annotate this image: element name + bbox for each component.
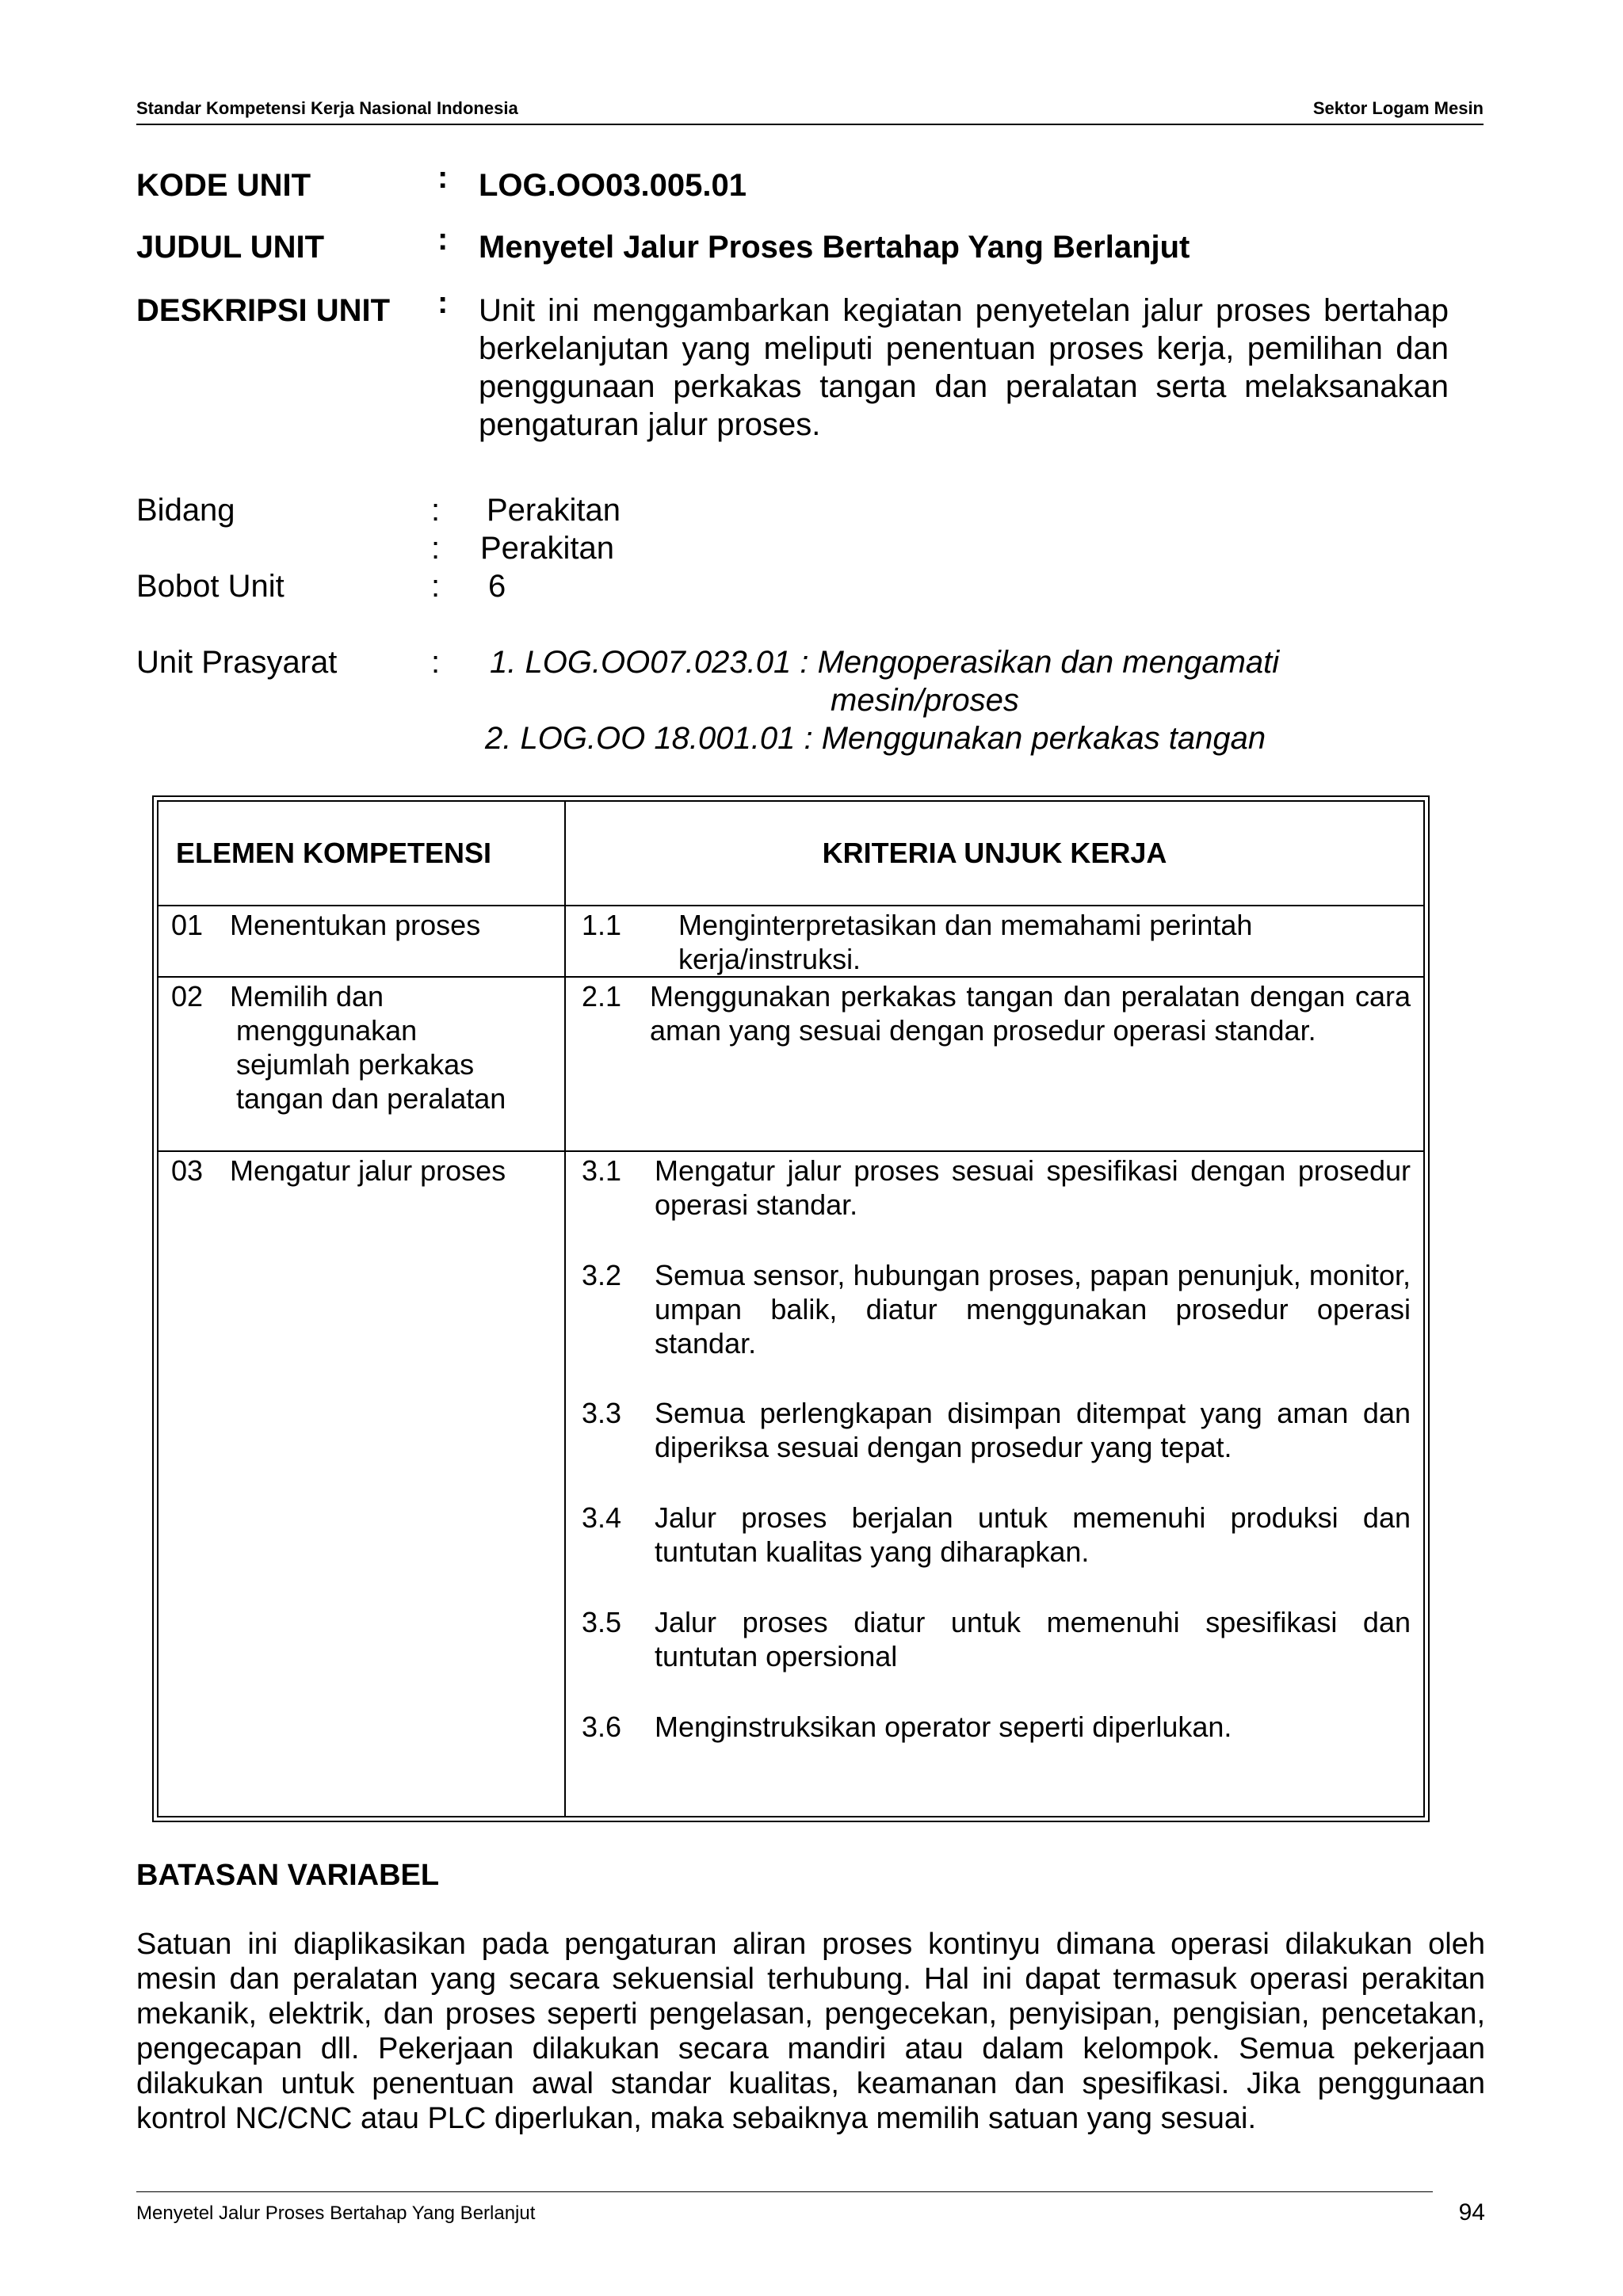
criterion-number: 1.1: [582, 909, 622, 941]
criterion-text: Semua perlengkapan disimpan ditempat yang aman dan diperiksa sesuai dengan prosedur yang tepat.: [655, 1397, 1411, 1463]
bobot-label: Bobot Unit: [136, 569, 285, 604]
prasyarat-label: Unit Prasyarat: [136, 645, 338, 680]
kode-unit-value: LOG.OO03.005.01: [479, 168, 747, 203]
kode-unit-label: KODE UNIT: [136, 168, 311, 203]
bidang-value-2: Perakitan: [480, 531, 614, 566]
criterion-text: Semua sensor, hubungan proses, papan penunjuk, monitor, umpan balik, diatur menggunakan prosedur operasi standar.: [655, 1259, 1411, 1360]
table-row-divider-2: [157, 1150, 1423, 1152]
criterion-number: 3.1: [582, 1154, 622, 1187]
table-header-divider: [157, 905, 1423, 906]
header-right: Sektor Logam Mesin: [1312, 98, 1484, 118]
criterion-text: Menginstruksikan operator seperti diperlukan.: [655, 1711, 1232, 1743]
deskripsi-unit-value: Unit ini menggambarkan kegiatan penyetelan jalur proses bertahap berkelanjutan yang meliputi penentuan proses kerja, pemilihan dan penggunaan perkakas tangan dan peralatan serta melaksanakan pengaturan jalur proses.: [479, 293, 1449, 442]
element-line: Memilih dan: [230, 980, 384, 1013]
deskripsi-unit-label: DESKRIPSI UNIT: [136, 293, 391, 328]
criterion-number: 3.3: [582, 1397, 622, 1429]
element-line: Menentukan proses: [230, 909, 481, 941]
bidang-colon: :: [431, 493, 441, 528]
table-header-kriteria: KRITERIA UNJUK KERJA: [822, 837, 1167, 869]
judul-unit-value: Menyetel Jalur Proses Bertahap Yang Berlanjut: [479, 230, 1190, 265]
criterion-number: 3.5: [582, 1606, 622, 1638]
criterion-text: Menginterpretasikan dan memahami perintah kerja/instruksi.: [678, 909, 1253, 975]
table-row-divider-1: [157, 976, 1423, 978]
bidang-colon-2: :: [431, 531, 441, 566]
criterion-number: 3.6: [582, 1711, 622, 1743]
deskripsi-unit-colon: :: [437, 285, 449, 320]
criterion-number: 3.2: [582, 1259, 622, 1291]
criterion-number: 2.1: [582, 980, 622, 1013]
judul-unit-colon: :: [437, 222, 449, 257]
kode-unit-colon: :: [437, 160, 449, 195]
bidang-value: Perakitan: [487, 493, 621, 528]
prasyarat-colon: :: [431, 645, 441, 680]
judul-unit-label: JUDUL UNIT: [136, 230, 325, 265]
bidang-label: Bidang: [136, 493, 235, 528]
criterion-text: Jalur proses berjalan untuk memenuhi produksi dan tuntutan kualitas yang diharapkan.: [655, 1501, 1411, 1568]
batasan-title: BATASAN VARIABEL: [136, 1859, 440, 1892]
header-left: Standar Kompetensi Kerja Nasional Indonesia: [136, 98, 518, 118]
prasyarat-item-2: 2. LOG.OO 18.001.01 : Menggunakan perkakas tangan: [485, 721, 1266, 756]
prasyarat-item-1-cont: mesin/proses: [831, 683, 1019, 718]
criterion-text: Menggunakan perkakas tangan dan peralatan dengan cara aman yang sesuai dengan prosedur operasi standar.: [650, 980, 1411, 1047]
element-number: 02: [171, 980, 204, 1013]
element-line: menggunakan: [236, 1014, 418, 1047]
element-line: tangan dan peralatan: [236, 1082, 506, 1115]
criterion-text: Jalur proses diatur untuk memenuhi spesifikasi dan tuntutan opersional: [655, 1606, 1411, 1672]
header-rule: [136, 124, 1484, 125]
criterion-text: Mengatur jalur proses sesuai spesifikasi dengan prosedur operasi standar.: [655, 1154, 1411, 1221]
footer-title: Menyetel Jalur Proses Bertahap Yang Berlanjut: [136, 2203, 536, 2224]
page-number: 94: [1458, 2199, 1485, 2225]
element-line: Mengatur jalur proses: [230, 1154, 506, 1187]
bobot-colon: :: [431, 569, 441, 604]
element-number: 01: [171, 909, 204, 941]
footer-rule: [136, 2191, 1433, 2192]
batasan-paragraph: Satuan ini diaplikasikan pada pengaturan aliran proses kontinyu dimana operasi dilakukan oleh mesin dan peralatan yang secara sekuensial terhubung. Hal ini dapat termasuk operasi perakitan mekanik, elektrik, dan proses seperti pengelasan, pengecekan, penyisipan, pengisian, pencetakan, pengecapan dll. Pekerjaan dilakukan secara mandiri atau dalam kelompok. Semua pekerjaan dilakukan untuk penentuan awal standar kualitas, keamanan dan spesifikasi. Jika penggunaan kontrol NC/CNC atau PLC diperlukan, maka sebaiknya memilih satuan yang sesuai.: [136, 1928, 1485, 2135]
element-line: sejumlah perkakas: [236, 1048, 475, 1081]
criterion-number: 3.4: [582, 1501, 622, 1534]
table-column-divider: [564, 800, 566, 1816]
element-number: 03: [171, 1154, 204, 1187]
prasyarat-item-1: 1. LOG.OO07.023.01 : Mengoperasikan dan mengamati: [490, 645, 1280, 680]
bobot-value: 6: [488, 569, 506, 604]
table-header-elemen: ELEMEN KOMPETENSI: [176, 837, 492, 869]
